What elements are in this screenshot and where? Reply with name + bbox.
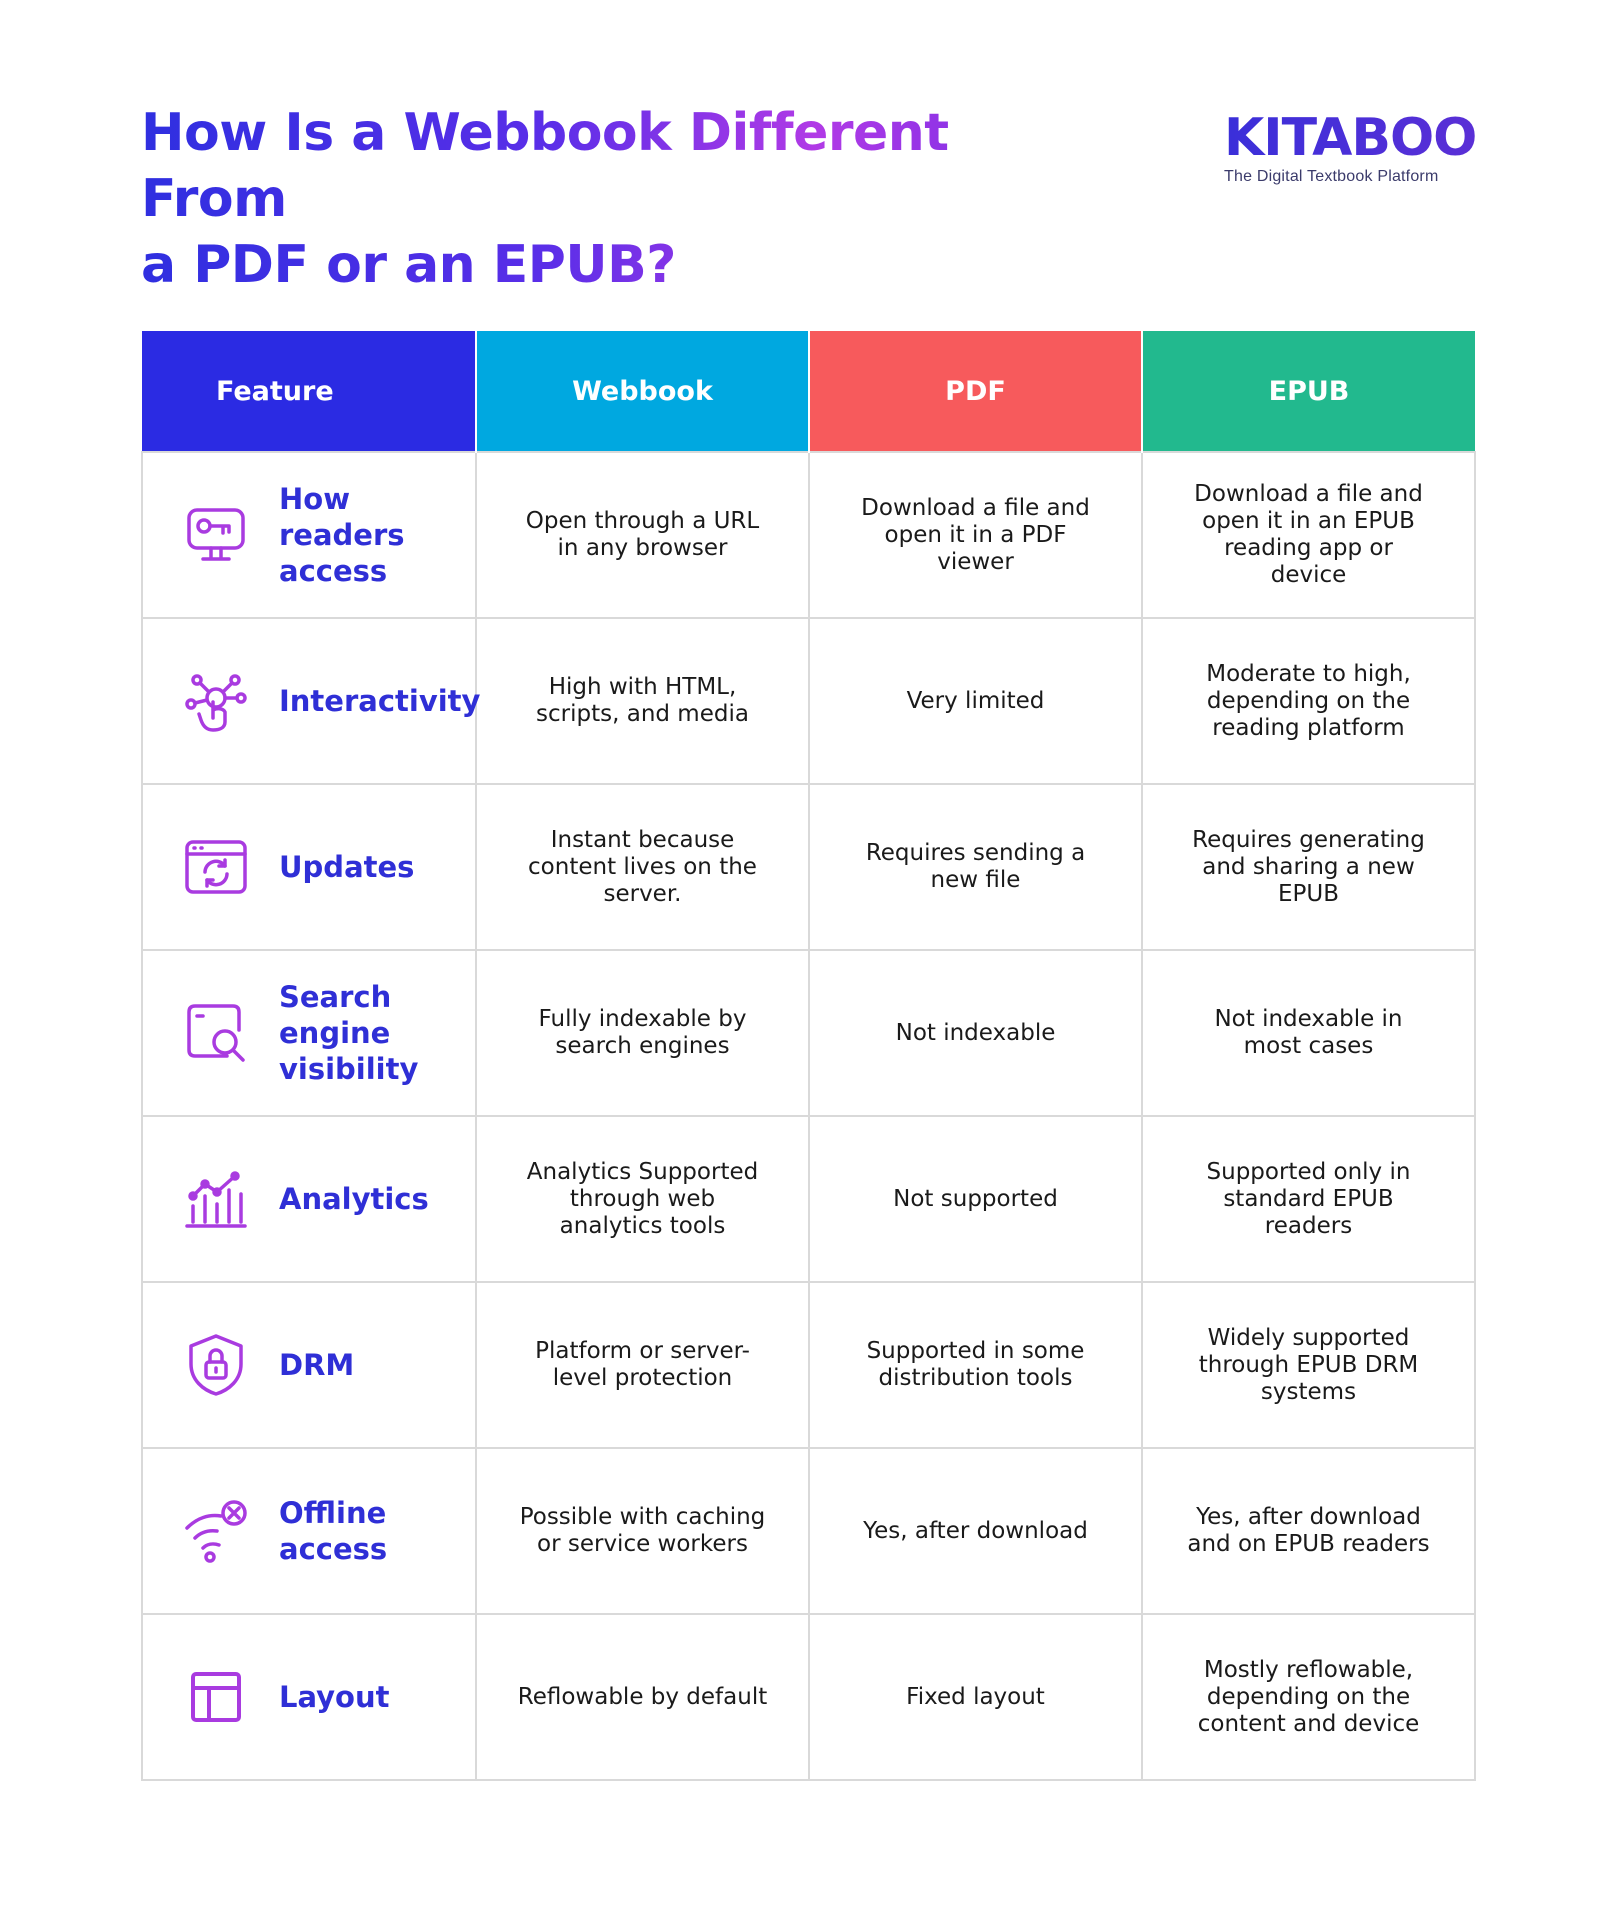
table-row xyxy=(142,1116,1475,1282)
epub-cell: Download a file and open it in an EPUB reading app or device xyxy=(1142,452,1475,618)
header-webbook: Webbook xyxy=(476,331,809,452)
brand-logo xyxy=(1224,110,1484,186)
webbook-cell: Analytics Supported through web analytics tools xyxy=(476,1116,809,1282)
webbook-cell: High with HTML, scripts, and media xyxy=(476,618,809,784)
table-header-row xyxy=(142,331,1475,452)
pdf-cell: Supported in some distribution tools xyxy=(809,1282,1142,1448)
feature-cell xyxy=(142,618,481,784)
webbook-cell: Fully indexable by search engines xyxy=(476,950,809,1116)
epub-cell: Mostly reflowable, depending on the content and device xyxy=(1142,1614,1475,1780)
header-pdf: PDF xyxy=(809,331,1142,452)
epub-cell: Supported only in standard EPUB readers xyxy=(1142,1116,1475,1282)
feature-cell xyxy=(142,452,476,618)
header-epub: EPUB xyxy=(1142,331,1475,452)
shield-lock-icon xyxy=(183,1332,249,1398)
epub-cell: Requires generating and sharing a new EPUB xyxy=(1142,784,1475,950)
webbook-cell: Reflowable by default xyxy=(476,1614,809,1780)
feature-cell xyxy=(142,784,476,950)
pdf-cell: Fixed layout xyxy=(809,1614,1142,1780)
feature-label: How readers access xyxy=(279,482,405,588)
feature-label: Search engine visibility xyxy=(279,980,419,1086)
logo-tagline: The Digital Textbook Platform xyxy=(1224,168,1439,185)
feature-label: Layout xyxy=(279,1680,390,1714)
search-window-icon xyxy=(183,1000,249,1066)
feature-label: Offline access xyxy=(279,1496,388,1566)
webbook-cell: Possible with caching or service workers xyxy=(476,1448,809,1614)
pdf-cell: Very limited xyxy=(809,618,1142,784)
feature-cell xyxy=(142,950,476,1116)
table-row xyxy=(142,1614,1475,1780)
webbook-cell: Open through a URL in any browser xyxy=(476,452,809,618)
table-row xyxy=(142,618,1475,784)
key-monitor-icon xyxy=(183,502,249,568)
pdf-cell: Not indexable xyxy=(809,950,1142,1116)
header-feature: Feature xyxy=(142,331,476,452)
logo-wordmark: KITABOO xyxy=(1224,110,1484,166)
feature-label: Updates xyxy=(279,850,415,884)
pdf-cell: Yes, after download xyxy=(809,1448,1142,1614)
title-line-1: How Is a Webbook Different From xyxy=(141,103,949,229)
comparison-table xyxy=(141,331,1476,1781)
pdf-cell: Not supported xyxy=(809,1116,1142,1282)
table-row xyxy=(142,1448,1475,1614)
browser-refresh-icon xyxy=(183,834,249,900)
feature-label: Analytics xyxy=(279,1182,429,1216)
table-row xyxy=(142,950,1475,1116)
feature-label: Interactivity xyxy=(279,684,481,718)
touch-network-icon xyxy=(183,668,249,734)
table-row xyxy=(142,1282,1475,1448)
epub-cell: Moderate to high, depending on the reading platform xyxy=(1142,618,1475,784)
layout-grid-icon xyxy=(183,1664,249,1730)
wifi-off-icon xyxy=(183,1498,249,1564)
title-line-2: a PDF or an EPUB? xyxy=(141,235,676,295)
epub-cell: Widely supported through EPUB DRM systems xyxy=(1142,1282,1475,1448)
page-title xyxy=(141,100,1041,298)
feature-cell xyxy=(142,1282,476,1448)
webbook-cell: Instant because content lives on the server. xyxy=(476,784,809,950)
pdf-cell: Requires sending a new file xyxy=(809,784,1142,950)
feature-cell xyxy=(142,1448,476,1614)
epub-cell: Not indexable in most cases xyxy=(1142,950,1475,1116)
pdf-cell: Download a file and open it in a PDF viewer xyxy=(809,452,1142,618)
table-row xyxy=(142,452,1475,618)
analytics-chart-icon xyxy=(183,1166,249,1232)
feature-label: DRM xyxy=(279,1348,355,1382)
feature-cell xyxy=(142,1116,476,1282)
table-row xyxy=(142,784,1475,950)
feature-cell xyxy=(142,1614,476,1780)
epub-cell: Yes, after download and on EPUB readers xyxy=(1142,1448,1475,1614)
webbook-cell: Platform or server-level protection xyxy=(476,1282,809,1448)
